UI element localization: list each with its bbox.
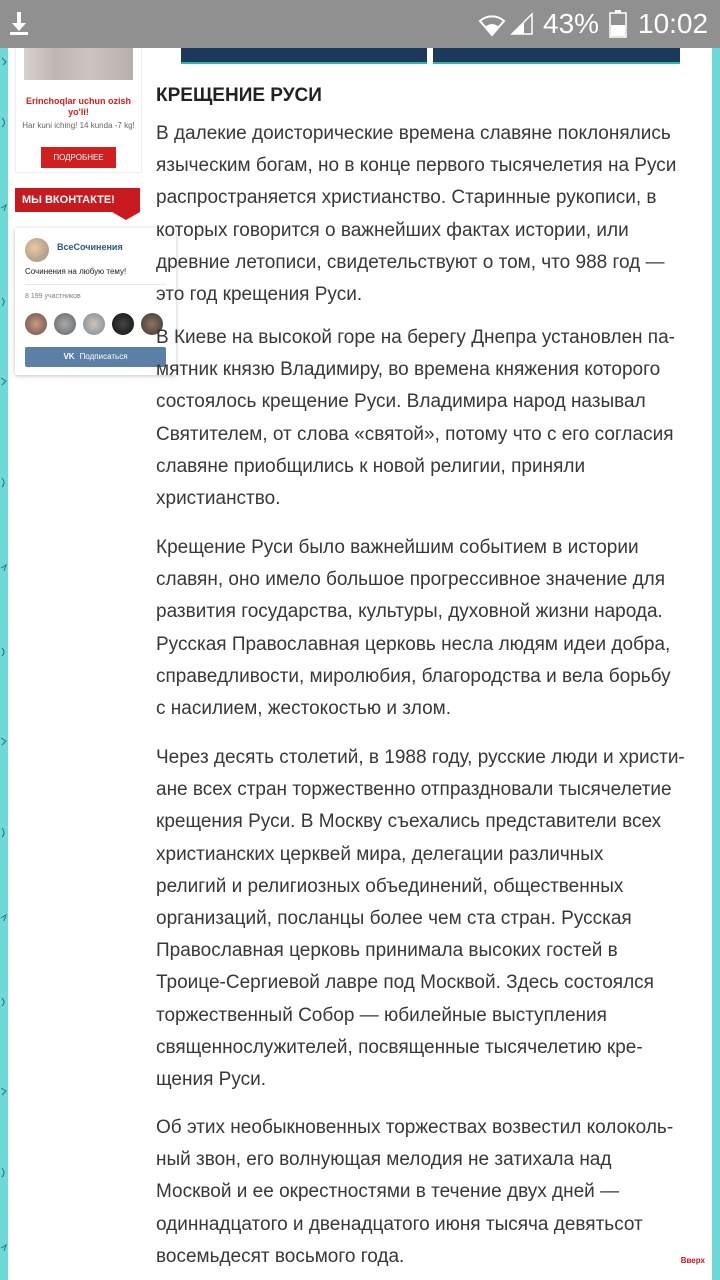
text-line: организаций, посланцы более чем ста стран. Русская	[156, 908, 632, 930]
download-icon	[8, 10, 30, 36]
text-line: восемьдесят восьмого года.	[156, 1245, 405, 1267]
text-line: древние летописи, свидетельствуют о том, что 988 год —	[156, 251, 665, 273]
ad-more-button[interactable]: ПОДРОБНЕЕ	[41, 147, 116, 168]
text-line: крещения Руси. В Москву съехались представители всех	[156, 811, 662, 833]
article-paragraph	[156, 742, 706, 1096]
text-line: распространяется христианство. Старинные рукописи, в	[156, 187, 657, 209]
status-bar	[0, 0, 720, 48]
text-line: справедливости, миролюбия, благородства и вела борьбу	[156, 665, 671, 687]
ad-title[interactable]: Erinchoqlar uchun ozish yo'li!	[25, 96, 131, 117]
text-line: священнослужителей, посвященные тысячелетию кре-	[156, 1036, 643, 1058]
vk-label-tail	[112, 212, 140, 220]
text-line: торжественный Собор — юбилейные выступления	[156, 1004, 607, 1026]
article-paragraph	[156, 1112, 706, 1273]
divider	[25, 284, 166, 285]
battery-icon	[609, 10, 627, 38]
text-line: религий и религиозных объединений, общественных	[156, 875, 624, 897]
page-border-right	[712, 48, 720, 1280]
text-line: Святителем, от слова «святой», потому что с его согласия	[156, 423, 674, 445]
scroll-to-top-link[interactable]: Вверх	[680, 1256, 705, 1265]
text-line: языческим богам, но в конце первого тысячелетия на Руси	[156, 155, 677, 177]
sidebar-ad[interactable]	[15, 48, 142, 173]
text-line: Русская Православная церковь несла людям идеи добра,	[156, 633, 671, 655]
member-avatar[interactable]	[25, 313, 47, 335]
wifi-icon	[478, 11, 506, 37]
member-avatar[interactable]	[112, 313, 134, 335]
text-line: славяне приобщились к новой религии, приняли	[156, 455, 586, 477]
text-line: состоялось крещение Руси. Владимира народ называл	[156, 391, 646, 413]
text-line: которых говорится о важнейших фактах истории, или	[156, 219, 629, 241]
clock: 10:02	[638, 8, 709, 39]
text-line: это год крещения Руси.	[156, 284, 363, 306]
vk-group-avatar[interactable]	[25, 238, 49, 262]
article-paragraph	[156, 322, 706, 515]
text-line: В далекие доисторические времена славяне поклонялись	[156, 123, 671, 144]
border-doodles	[0, 48, 10, 1280]
text-line: развития государства, культуры, духовной жизни народа.	[156, 601, 663, 623]
text-line: с насилием, жестокостью и злом.	[156, 698, 451, 720]
text-line: В Киеве на высокой горе на берегу Днепра установлен па-	[156, 327, 675, 348]
article-image-left[interactable]	[181, 48, 427, 64]
article-paragraph	[156, 532, 706, 725]
member-avatar[interactable]	[54, 313, 76, 335]
vk-group-widget	[15, 228, 176, 375]
battery-percent: 43%	[543, 8, 600, 39]
vk-section-label: МЫ ВКОНТАКТЕ!	[15, 188, 140, 212]
text-line: Православная церковь принимала высоких гостей в	[156, 940, 618, 962]
text-line: Москвой и ее окрестностями в течение двух дней —	[156, 1181, 620, 1203]
text-line: христианских церквей мира, делегации различных	[156, 843, 604, 865]
article-heading: КРЕЩЕНИЕ РУСИ	[156, 85, 322, 106]
member-avatar[interactable]	[83, 313, 105, 335]
vk-logo-icon: VK	[63, 352, 75, 361]
text-line: христианство.	[156, 488, 281, 510]
text-line: славян, оно имело большое прогрессивное значение для	[156, 569, 666, 591]
text-line: ане всех стран торжественно отпраздновали тысячелетие	[156, 779, 672, 801]
text-line: Крещение Руси было важнейшим событием в истории	[156, 537, 639, 558]
vk-group-description: Сочинения на любую тему!	[25, 267, 127, 276]
article-paragraph	[156, 118, 706, 311]
vk-subscribe-button[interactable]	[25, 347, 166, 367]
vk-members-count[interactable]: 8 199 участников	[25, 293, 81, 300]
text-line: мятник князю Владимиру, во времена княжения которого	[156, 359, 661, 381]
text-line: щения Руси.	[156, 1069, 267, 1091]
article-image-right[interactable]	[433, 48, 680, 64]
vk-group-name[interactable]: ВсеСочинения	[57, 242, 123, 252]
ad-image	[24, 48, 133, 80]
signal-icon	[510, 12, 534, 36]
text-line: Троице-Сергиевой лавре под Москвой. Здесь состоялся	[156, 972, 654, 994]
text-line: одиннадцатого и двенадцатого июня тысяча девятьсот	[156, 1213, 643, 1235]
vk-subscribe-label: Подписаться	[79, 352, 128, 361]
text-line: ный звон, его волнующая мелодия не затихала над	[156, 1149, 612, 1171]
text-line: Об этих необыкновенных торжествах возвестил колоколь-	[156, 1117, 674, 1138]
text-line: Через десять столетий, в 1988 году, русские люди и христи-	[156, 747, 685, 768]
ad-subtitle: Har kuni iching! 14 kunda -7 kg!	[22, 121, 135, 130]
